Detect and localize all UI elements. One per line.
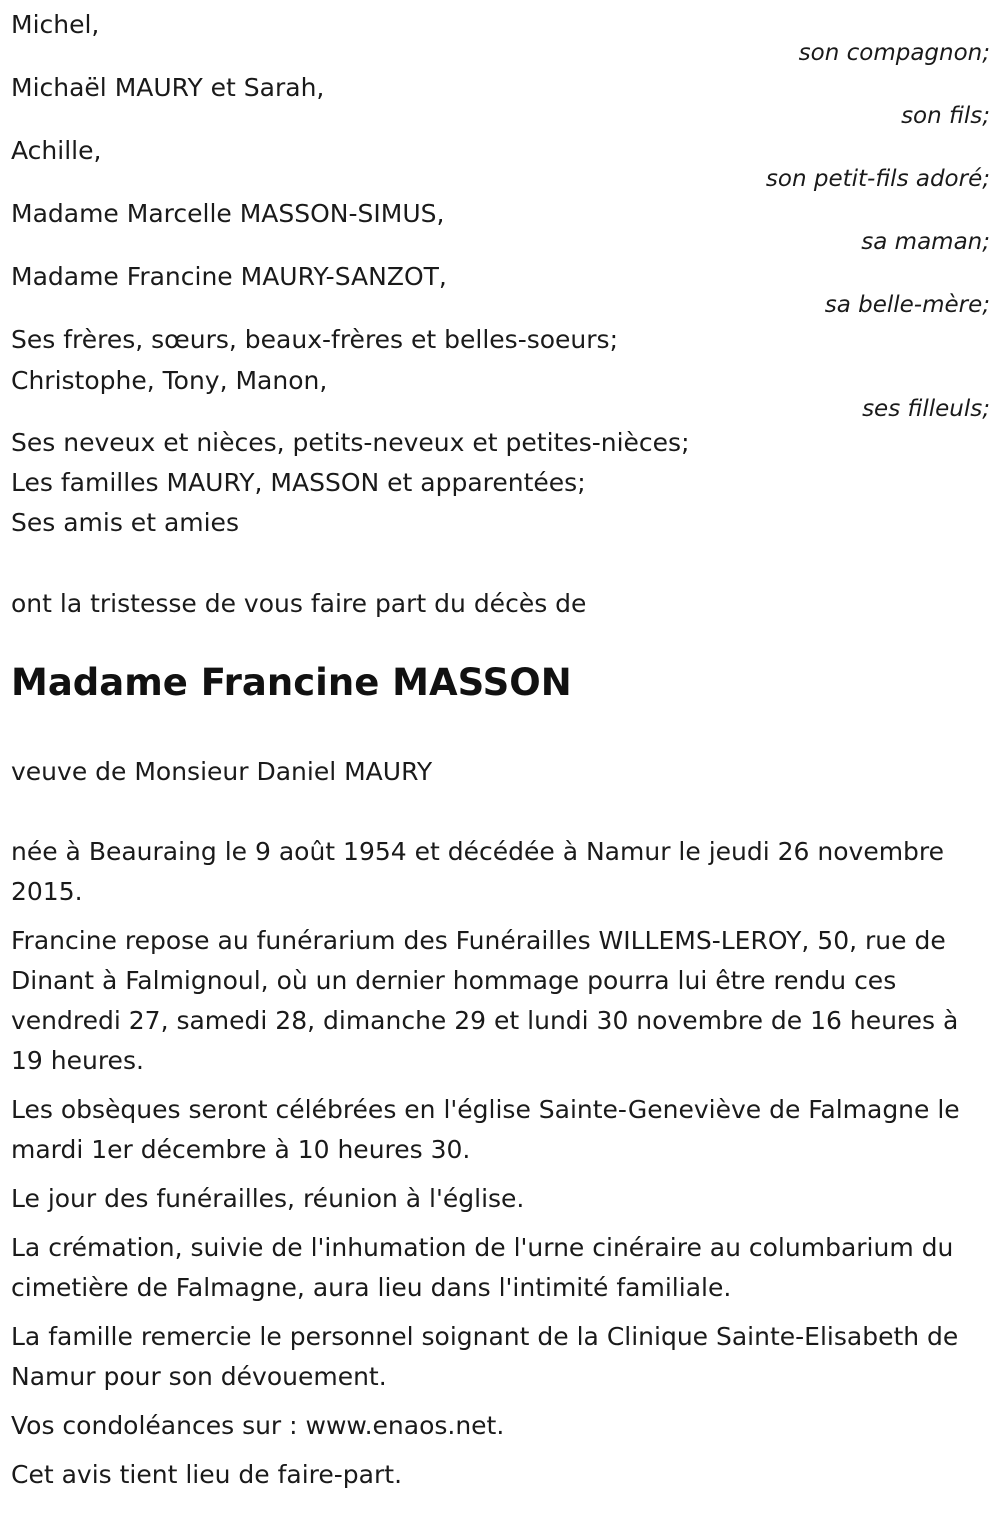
funerarium-paragraph: Francine repose au funérarium des Funérailles WILLEMS-LEROY, 50, rue de Dinant à Falmignoul, où un dernier hommage pourra lui être rendu ces vendredi 27, samedi 28, dimanche 29 et lundi 30 novembre de 16 heures à 19 heures. [11, 926, 959, 1075]
family-entry [11, 262, 990, 318]
family-entry [11, 10, 990, 66]
family-entry [11, 73, 990, 129]
deceased-name: Madame Francine MASSON [11, 661, 572, 704]
family-member-name: Michel, [11, 10, 100, 39]
announcement-text: ont la tristesse de vous faire part du décès de [11, 589, 587, 618]
other-family-list [11, 423, 690, 543]
family-member-relation: sa belle-mère; [824, 292, 990, 318]
notice-paragraph: Cet avis tient lieu de faire-part. [11, 1460, 403, 1489]
funeral-ceremony-paragraph: Les obsèques seront célébrées en l'église Sainte-Geneviève de Falmagne le mardi 1er décembre à 10 heures 30. [11, 1095, 960, 1164]
family-member-name: Michaël MAURY et Sarah, [11, 73, 325, 102]
widow-of-text: veuve de Monsieur Daniel MAURY [11, 757, 433, 786]
cremation-paragraph: La crémation, suivie de l'inhumation de l'urne cinéraire au columbarium du cimetière de Falmagne, aura lieu dans l'intimité familiale. [11, 1233, 954, 1302]
family-entry [11, 136, 990, 192]
godchildren-relation: ses filleuls; [862, 396, 990, 422]
family-member-relation: son compagnon; [798, 40, 990, 66]
condolences-paragraph: Vos condoléances sur : www.enaos.net. [11, 1411, 505, 1440]
other-family-line: Ses neveux et nièces, petits-neveux et petites-nièces; [11, 428, 690, 457]
meeting-paragraph: Le jour des funérailles, réunion à l'église. [11, 1184, 525, 1213]
siblings-line: Ses frères, sœurs, beaux-frères et belles-soeurs; [11, 325, 618, 354]
other-family-line: Les familles MAURY, MASSON et apparentées; [11, 468, 586, 497]
other-family-line: Ses amis et amies [11, 508, 239, 537]
family-member-name: Madame Francine MAURY-SANZOT, [11, 262, 447, 291]
godchildren-entry [11, 366, 990, 422]
family-member-relation: son fils; [901, 103, 990, 129]
godchildren-names: Christophe, Tony, Manon, [11, 366, 328, 395]
details-section [11, 832, 986, 1495]
family-member-relation: son petit-fils adoré; [765, 166, 990, 192]
family-member-name: Madame Marcelle MASSON-SIMUS, [11, 199, 445, 228]
thanks-paragraph: La famille remercie le personnel soignant de la Clinique Sainte-Elisabeth de Namur pour son dévouement. [11, 1322, 959, 1391]
birth-death-paragraph: née à Beauraing le 9 août 1954 et décédée à Namur le jeudi 26 novembre 2015. [11, 837, 945, 906]
family-member-relation: sa maman; [861, 229, 990, 255]
family-entry [11, 199, 990, 255]
family-member-name: Achille, [11, 136, 102, 165]
